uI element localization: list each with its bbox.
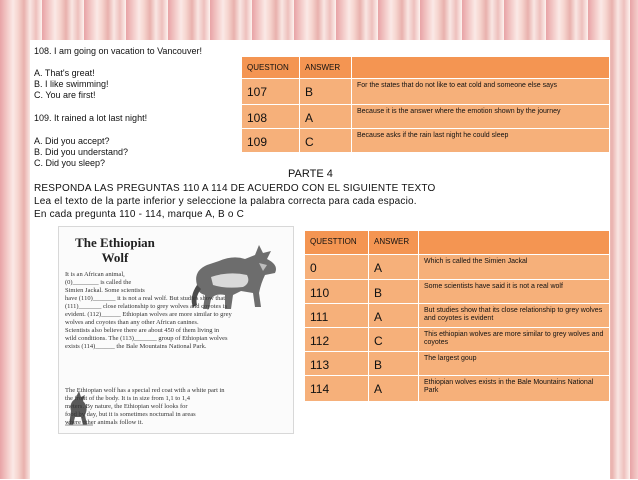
- header-answer: ANSWER: [369, 231, 419, 255]
- article-title: The Ethiopian Wolf: [75, 235, 155, 265]
- row-answer: A: [369, 304, 419, 328]
- answer-109-c: C. Did you sleep?: [34, 158, 106, 168]
- row-explanation: But studies show that its close relationship to grey wolves and coyotes is evident: [419, 304, 610, 328]
- table-header: [242, 57, 610, 79]
- row-answer: B: [300, 79, 352, 105]
- table-row: [242, 105, 610, 129]
- row-explanation: Because it is the answer where the emotion shown by the journey: [352, 105, 610, 129]
- answer-109-b: B. Did you understand?: [34, 147, 129, 157]
- table-row: [305, 376, 610, 402]
- header-question: QUESTION: [242, 57, 300, 79]
- row-question: 108: [242, 105, 300, 129]
- answer-109-a: A. Did you accept?: [34, 136, 110, 146]
- row-question: 109: [242, 129, 300, 153]
- section-title: PARTE 4: [288, 168, 333, 180]
- table-row: [305, 280, 610, 304]
- row-explanation: Some scientists have said it is not a real wolf: [419, 280, 610, 304]
- row-answer: A: [369, 255, 419, 280]
- answer-108-c: C. You are first!: [34, 90, 96, 100]
- question-108: 108. I am going on vacation to Vancouver!: [34, 46, 202, 56]
- answer-108-b: B. I like swimming!: [34, 79, 109, 89]
- header-blank: [352, 57, 610, 79]
- header-blank: [419, 231, 610, 255]
- row-answer: B: [369, 352, 419, 376]
- row-answer: B: [369, 280, 419, 304]
- question-109: 109. It rained a lot last night!: [34, 113, 148, 123]
- table-row: [305, 255, 610, 280]
- answers-table-1: [241, 56, 610, 153]
- row-answer: C: [300, 129, 352, 153]
- row-answer: A: [300, 105, 352, 129]
- answers-table-2: [304, 230, 610, 402]
- instruction-line-2: Lea el texto de la parte inferior y seleccione la palabra correcta para cada espacio.: [34, 196, 417, 207]
- header-answer: ANSWER: [300, 57, 352, 79]
- row-question: 114: [305, 376, 369, 402]
- row-question: 0: [305, 255, 369, 280]
- row-question: 110: [305, 280, 369, 304]
- row-explanation: This ethiopian wolves are more similar to grey wolves and coyotes: [419, 328, 610, 352]
- instruction-line-3: En cada pregunta 110 - 114, marque A, B o C: [34, 209, 245, 220]
- row-explanation: For the states that do not like to eat cold and someone else says: [352, 79, 610, 105]
- table-row: [305, 328, 610, 352]
- table-header: [305, 231, 610, 255]
- instruction-line-1: RESPONDA LAS PREGUNTAS 110 A 114 DE ACUERDO CON EL SIGUIENTE TEXTO: [34, 183, 436, 194]
- row-answer: C: [369, 328, 419, 352]
- table-row: [242, 129, 610, 153]
- table-row: [305, 352, 610, 376]
- wolf-article-image: [58, 226, 294, 434]
- row-answer: A: [369, 376, 419, 402]
- article-paragraph-2: The Ethiopian wolf has a special red coat with a white part in the front of the body. It is in size from 1,1 to 1,4 meters. By nature, the Ethiopian wolf looks for food by day, but it is sometimes nocturnal in areas where other animals follow it.: [65, 387, 225, 426]
- row-explanation: The largest goup: [419, 352, 610, 376]
- row-question: 107: [242, 79, 300, 105]
- row-question: 112: [305, 328, 369, 352]
- row-question: 113: [305, 352, 369, 376]
- row-explanation: Ethiopian wolves exists in the Bale Mountains National Park: [419, 376, 610, 402]
- table-row: [305, 304, 610, 328]
- row-explanation: Because asks if the rain last night he could sleep: [352, 129, 610, 153]
- answer-108-a: A. That's great!: [34, 68, 95, 78]
- row-explanation: Which is called the Simien Jackal: [419, 255, 610, 280]
- table-row: [242, 79, 610, 105]
- header-question: QUESTTION: [305, 231, 369, 255]
- row-question: 111: [305, 304, 369, 328]
- article-paragraph-1: It is an African animal, (0)________ is called the Simien Jackal. Some scientists have (110)_______ it is not a real wolf. But studies show that (111)_______ close relationship to grey wolves and coyotes is evident. (112)______ Ethiopian wolves are more similar to grey wolves and coyotes than any other African canines. Scientists also believe there are about 450 of them living in wild conditions. The (113)_______ group of Ethiopian wolves exists (114)______ the Bale Mountains National Park.: [65, 271, 232, 350]
